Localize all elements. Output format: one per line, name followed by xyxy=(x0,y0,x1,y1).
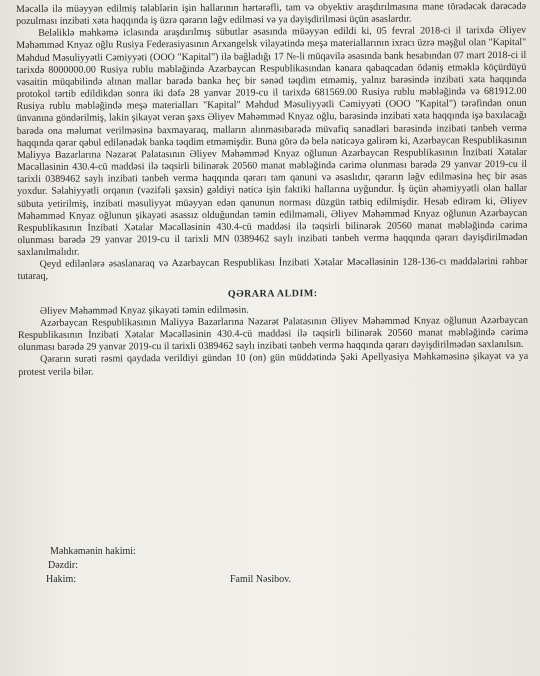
signature-label-2: Hakim: xyxy=(46,574,76,585)
judge-name: Famil Nəsibov. xyxy=(230,574,292,585)
decision-item-1: Əliyev Məhəmməd Knyaz şikayəti təmin edilməsin. xyxy=(39,304,249,317)
decision-item-3: Qərarın surəti rəsmi qaydada verildiyi gündən 10 (on) gün müddətində Şəki Apellyasiya Məhkəməsinə şikayət və ya protest verilə bilər. xyxy=(18,351,529,378)
paragraph-findings: Beləliklə məhkəmə iclasında araşdırılmış sübutlar əsasında müəyyən edildi ki, 05 fevral 2018-ci il tarixdə Əliyev Məhəmməd Knyaz oğlu Rusiya Federasiyasının Arxangelsk vilayətində meşə materiallarının ixracı üzrə məşğul olan "Kapital" Məhdud Məsuliyyətli Cəmiyyəti (OOO "Kapital") ilə bağladığı 17 №-li müqavilə əsasında bank hesabından 07 mart 2018-ci il tarixdə 8000000.00 Rusiya rublu məbləğində Azərbaycan Respublikasından kənara qabaqcadan ödəniş etməklə köçürdüyü vəsaitin müqabilində alınan mallar barədə banka heç bir sənəd təqdim etməmiş, yalnız barəsində inzibati xəta haqqında protokol tərtib edildikdən sonra iki dəfə 28 yanvar 2019-cu il tarixdə 681569.00 Rusiya rublu məbləğində və 681912.00 Rusiya rublu məbləğində meşə materialları "Kapital" Məhdud Məsuliyyətli Cəmiyyəti (OOO "Kapital") tərəfindən onun ünvanına göndərilmiş, lakin şikayət verən şəxs Əliyev Məhəmməd Knyaz oğlu, barəsində inzibati xəta haqqında işə baxılacağı barədə ona məlumat verilməsinə baxmayaraq, malların alınmasıbarədə müvafiq sənədləri barəsində inzibati tənbeh vermə haqqında qərar qəbul edilənədək banka təqdim etməmişdir. Buna görə də belə nəticəyə gəlirəm ki, Azərbaycan Respublikasının Maliyyə Bazarlarına Nəzarət Palatasının Əliyev Məhəmməd Knyaz oğlunun Azərbaycan Respublikasının İnzibati Xətalar Məcəlləsinin 430.4-cü maddəsi ilə təqsirli bilinərək 20560 manat məbləğində cərimə olunması barədə 29 yanvar 2019-cu il tarixli 0389462 saylı inzibati tənbeh vermə haqqında qərarı tam qanuni və əsaslıdır, qərarın ləğv edilməsinə heç bir əsas yoxdur. Səlahiyyətli orqanın (vəzifəli şəxsin) gəldiyi nəticə işin faktiki hallarına uyğundur. İş üçün əhəmiyyətli olan hallar sübuta yetirilmiş, inzibati məsuliyyət müəyyən edən qanunun norması düzgün tətbiq edilmişdir. Hesab edirəm ki, Əliyev Məhəmməd Knyaz oğlunun şikayəti əsassız olduğundan təmin edilməməli, Əliyev Məhəmməd Knyaz oğlunun Azərbaycan Respublikasının İnzibati Xətalar Məcəlləsinin 430.4-cü maddəsi ilə təqsirli bilinərək 20560 manat məbləğində cərimə olunması barədə 29 yanvar 2019-cu il tarixli MN 0389462 saylı inzibati tənbeh vermə haqqında qərarı dəyişdirilmədən saxlanılmalıdır. xyxy=(16,25,528,259)
signature-title: Məhkəmənin hakimi: xyxy=(50,546,136,557)
decision-item-2: Azərbaycan Respublikasının Maliyyə Bazarlarına Nəzarət Palatasının Əliyev Məhəmməd Knyaz oğlunun Azərbaycan Respublikasının İnzibati Xətalar Məcəlləsinin 430.4-cü maddəsi ilə təqsirli bilinərək 20560 manat məbləğində cərimə olunması barədə 29 yanvar 2019-cu il tarixli 0389462 saylı inzibati tənbeh vermə haqqında qərarı dəyişdirilmədən saxlanılsın. xyxy=(17,314,529,354)
paragraph-basis: Qeyd edilənlərə əsaslanaraq və Azərbaycan Respublikası İnzibati Xətalar Məcəlləsinin 128-136-cı maddələrini rəhbər tutaraq, xyxy=(17,256,528,283)
document-body xyxy=(16,1,528,379)
signature-label-1: Dəzdir: xyxy=(48,560,78,571)
decision-heading: QƏRARA ALDIM: xyxy=(227,287,318,300)
signature-block xyxy=(30,540,510,650)
paragraph-intro: Məcəllə ilə müəyyən edilmiş tələblərin işin hallarının hərtərəfli, tam və obyektiv araşdırılmasına mane törədəcək dərəcədə pozulması inzibati xəta haqqında iş üzrə qərarın ləğv edilməsi və ya dəyişdirilməsi üçün əsaslardır. xyxy=(16,0,527,28)
